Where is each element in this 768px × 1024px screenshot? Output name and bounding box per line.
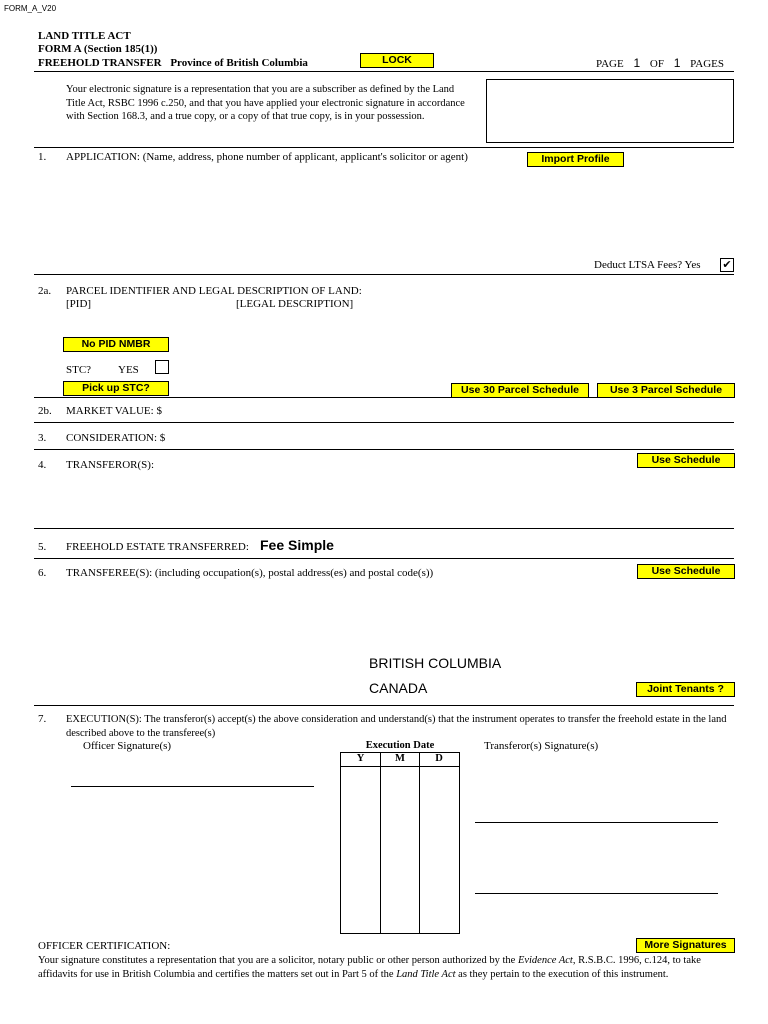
freehold-estate-value[interactable]: Fee Simple — [260, 537, 334, 553]
officer-signature-line[interactable] — [71, 786, 314, 787]
officer-signature-label: Officer Signature(s) — [83, 740, 172, 752]
s5-number: 5. — [38, 541, 47, 553]
divider-4 — [34, 422, 734, 423]
s1-application-field[interactable] — [66, 170, 726, 254]
divider-8 — [34, 705, 734, 706]
execution-date-year-field[interactable] — [341, 767, 380, 932]
transferor-signature-line-1[interactable] — [475, 822, 718, 823]
deduct-ltsa-label: Deduct LTSA Fees? Yes — [594, 259, 701, 271]
officer-certification-heading: OFFICER CERTIFICATION: — [38, 940, 171, 952]
header-divider — [34, 71, 734, 72]
pid-label: [PID] — [66, 298, 92, 310]
header-title-3-row — [38, 57, 308, 69]
execution-date-label: Execution Date — [365, 740, 435, 751]
freehold-estate-label: FREEHOLD ESTATE TRANSFERRED: — [66, 541, 249, 553]
transferor-use-schedule-button[interactable]: Use Schedule — [637, 453, 735, 468]
consideration-label: CONSIDERATION: $ — [66, 432, 166, 444]
no-pid-button[interactable]: No PID NMBR — [63, 337, 169, 352]
stc-yes-label: YES — [118, 364, 139, 376]
transferor-signature-label: Transferor(s) Signature(s) — [484, 740, 599, 752]
transferees-label: TRANSFEREE(S): (including occupation(s), postal address(es) and postal code(s)) — [66, 567, 434, 579]
divider-7 — [34, 558, 734, 559]
of-label: OF — [649, 58, 664, 70]
officer-certification-text — [38, 954, 738, 981]
execution-date-col-m: M — [395, 753, 405, 764]
execution-date-day-field[interactable] — [420, 767, 458, 932]
s1-number: 1. — [38, 151, 47, 163]
page-label: PAGE — [596, 58, 624, 70]
divider-6 — [34, 528, 734, 529]
form-id: FORM_A_V20 — [4, 4, 57, 13]
s2b-number: 2b. — [38, 405, 52, 417]
cert-text-land-title-act: Land Title Act — [396, 968, 456, 980]
transferee-use-schedule-button[interactable]: Use Schedule — [637, 564, 735, 579]
cert-text-part-1: Your signature constitutes a representation that you are a solicitor, notary public or other person authorized by the — [38, 955, 518, 966]
import-profile-button[interactable]: Import Profile — [527, 152, 624, 167]
cert-text-evidence-act: Evidence Act — [517, 955, 573, 966]
stc-checkbox[interactable] — [155, 360, 169, 374]
header-title-3: FREEHOLD TRANSFER — [38, 57, 162, 69]
stc-label: STC? — [66, 364, 92, 376]
cert-text-part-3: as they pertain to the execution of this instrument. — [455, 968, 669, 980]
esig-notice: Your electronic signature is a representation that you are a subscriber as defined by the Land Title Act, RSBC 1996 c.250, and that you have applied your electronic signature in accordance with Section 168.3, and a true copy, or a copy of that true copy, is in your possession. — [66, 84, 465, 122]
transferor-signature-line-2[interactable] — [475, 893, 718, 894]
transferors-label: TRANSFEROR(S): — [66, 459, 155, 471]
execution-label: EXECUTION(S): The transferor(s) accept(s) the above consideration and understand(s) that the instrument operates to transfer the freehold estate in the land described above to the transferee(s) — [66, 714, 727, 739]
s3-number: 3. — [38, 432, 47, 444]
cert-text-part-2: , R.S.B.C. 1996, c.124, to take affidavits for use in British Columbia and certifies the matters set out in Part 5 of the — [38, 955, 701, 980]
transferee-country[interactable]: CANADA — [369, 680, 428, 696]
divider-2 — [34, 274, 734, 275]
pages-label: PAGES — [690, 58, 724, 70]
header-title-1: LAND TITLE ACT — [38, 30, 131, 42]
page-number: 1 — [633, 56, 641, 70]
s2a-number: 2a. — [38, 285, 52, 297]
execution-date-col-y: Y — [356, 753, 365, 764]
use-3-parcel-schedule-button[interactable]: Use 3 Parcel Schedule — [597, 383, 735, 398]
esig-signature-box[interactable] — [486, 79, 734, 143]
more-signatures-button[interactable]: More Signatures — [636, 938, 735, 953]
s7-number: 7. — [38, 713, 47, 725]
joint-tenants-button[interactable]: Joint Tenants ? — [636, 682, 735, 697]
s4-number: 4. — [38, 459, 47, 471]
page-indicator — [596, 56, 724, 70]
legal-description-label: [LEGAL DESCRIPTION] — [236, 298, 354, 310]
transferee-province[interactable]: BRITISH COLUMBIA — [369, 655, 502, 671]
execution-date-col-d: D — [435, 753, 443, 764]
pick-up-stc-button[interactable]: Pick up STC? — [63, 381, 169, 396]
divider-5 — [34, 449, 734, 450]
s1-label: APPLICATION: (Name, address, phone number of applicant, applicant's solicitor or agent) — [66, 151, 468, 163]
transferors-field[interactable] — [66, 475, 726, 525]
s6-number: 6. — [38, 567, 47, 579]
execution-date-month-field[interactable] — [381, 767, 419, 932]
lock-button[interactable]: LOCK — [360, 53, 434, 68]
header-province: Province of British Columbia — [170, 57, 308, 69]
use-30-parcel-schedule-button[interactable]: Use 30 Parcel Schedule — [451, 383, 589, 398]
header-title-2: FORM A (Section 185(1)) — [38, 43, 158, 55]
s2a-label: PARCEL IDENTIFIER AND LEGAL DESCRIPTION OF LAND: — [66, 285, 362, 297]
divider-1 — [34, 147, 734, 148]
page-total: 1 — [673, 56, 681, 70]
divider-3 — [34, 397, 734, 398]
deduct-ltsa-checkbox[interactable]: ✔ — [720, 258, 734, 272]
market-value-label: MARKET VALUE: $ — [66, 405, 162, 417]
